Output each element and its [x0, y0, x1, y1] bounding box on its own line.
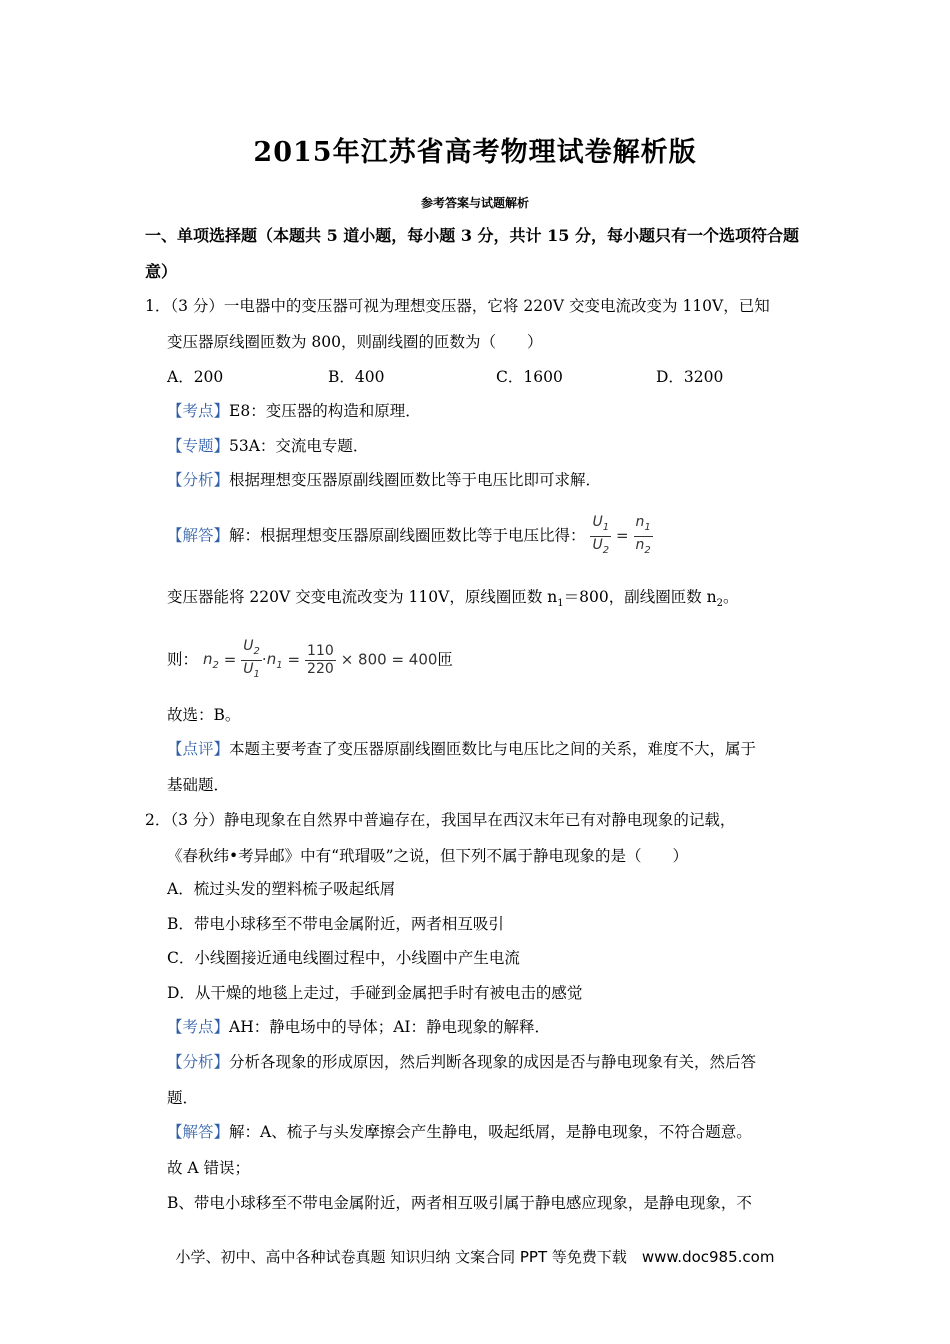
q2-fenxi-cont: 题．: [167, 1089, 199, 1107]
zhuanti-tag: 【专题】: [167, 437, 230, 455]
q1-kaodian: [167, 399, 421, 421]
page-title: 2015年江苏省高考物理试卷解析版: [253, 137, 697, 168]
q1-option-a: A．200: [167, 368, 224, 386]
q1-jieda: [167, 514, 653, 559]
section-heading: 一、单项选择题（本题共 5 道小题，每小题 3 分，共计 15 分，每小题只有一个选项符合题: [145, 226, 799, 245]
q2-stem-cont: 《春秋纬•考异邮》中有“玳瑁吸”之说，但下列不属于静电现象的是（ ）: [167, 847, 688, 865]
q1-dianping: [167, 737, 756, 759]
ratio-n-fraction: $\frac{n_1}{n_2}$: [635, 514, 651, 556]
q2-option-d: D．从干燥的地毯上走过，手碰到金属把手时有被电击的感觉: [167, 984, 583, 1002]
q2-stem: 2．（3 分）静电现象在自然界中普遍存在，我国早在西汉末年已有对静电现象的记载，: [145, 811, 736, 829]
fenxi-text: 根据理想变压器原副线圈匝数比等于电压比即可求解．: [229, 471, 602, 489]
q1-stem-cont: 变压器原线圈匝数为 800，则副线圈的匝数为（ ）: [167, 333, 543, 351]
kaodian-text: E8：变压器的构造和原理．: [229, 402, 421, 420]
zhuanti-text: 53A：交流电专题．: [229, 437, 369, 455]
q2-option-b: B．带电小球移至不带电金属附近，两者相互吸引: [167, 915, 504, 933]
q2-jieda-cont-2: B、带电小球移至不带电金属附近，两者相互吸引属于静电感应现象，是静电现象，不: [167, 1194, 752, 1212]
kaodian-tag: 【考点】: [167, 402, 230, 420]
ratio-equals: =: [616, 526, 629, 545]
q2-option-a: A．梳过头发的塑料梳子吸起纸屑: [167, 880, 396, 898]
fenxi-tag: 【分析】: [167, 471, 230, 489]
calc-unit: 匝: [437, 650, 453, 669]
q1-answer: 故选：B。: [167, 706, 241, 724]
section-heading-cont: 意）: [145, 262, 178, 281]
q2-option-c: C．小线圈接近通电线圈过程中，小线圈中产生电流: [167, 949, 520, 967]
calc-number-fraction: $\frac{110}{220}$: [307, 642, 334, 677]
kaodian-text: AH：静电场中的导体；AI：静电现象的解释．: [229, 1018, 551, 1036]
q2-fenxi: [167, 1050, 756, 1072]
jieda-text: 解：根据理想变压器原副线圈匝数比等于电压比得：: [229, 526, 586, 545]
then-label: 则：: [167, 650, 199, 669]
q1-dianping-cont: 基础题．: [167, 776, 230, 794]
calc-u-fraction: $\frac{U_2}{U_1}$: [243, 638, 260, 680]
q1-option-c: C．1600: [496, 368, 563, 386]
jieda-text: 解：A、梳子与头发摩擦会产生静电，吸起纸屑，是静电现象，不符合题意。: [229, 1123, 752, 1141]
q2-jieda-cont: 故 A 错误；: [167, 1159, 251, 1177]
q1-option-d: D．3200: [656, 368, 724, 386]
q1-fenxi: [167, 468, 601, 490]
q2-kaodian: [167, 1015, 550, 1037]
q1-option-b: B．400: [328, 368, 385, 386]
page-footer: 小学、初中、高中各种试卷真题 知识归纳 文案合同 PPT 等免费下载 www.doc985.com: [175, 1248, 775, 1266]
ratio-u-fraction: $\frac{U_1}{U_2}$: [592, 514, 610, 556]
dianping-tag: 【点评】: [167, 740, 230, 758]
q1-stem: 1．（3 分）一电器中的变压器可视为理想变压器，它将 220V 交变电流改变为 110V，已知: [145, 297, 770, 315]
kaodian-tag: 【考点】: [167, 1018, 230, 1036]
page-subtitle: 参考答案与试题解析: [420, 196, 529, 210]
jieda-tag: 【解答】: [167, 526, 230, 545]
dianping-text: 本题主要考查了变压器原副线圈匝数比与电压比之间的关系，难度不大，属于: [229, 740, 757, 758]
q1-turns-line: 变压器能将 220V 交变电流改变为 110V，原线圈匝数 $n_1=800$，副线圈匝数 $n_2$。: [167, 588, 739, 610]
fenxi-tag: 【分析】: [167, 1053, 230, 1071]
fenxi-text: 分析各现象的形成原因，然后判断各现象的成因是否与静电现象有关，然后答: [229, 1053, 757, 1071]
q1-zhuanti: [167, 434, 368, 456]
q2-jieda: [167, 1120, 752, 1142]
q1-calculation: 则： $n_2$ = $\frac{U_2}{U_1}$ $\cdot n_1$ = $\frac{110}{220}$ × 800 = 400匝: [167, 638, 453, 683]
jieda-tag: 【解答】: [167, 1123, 230, 1141]
